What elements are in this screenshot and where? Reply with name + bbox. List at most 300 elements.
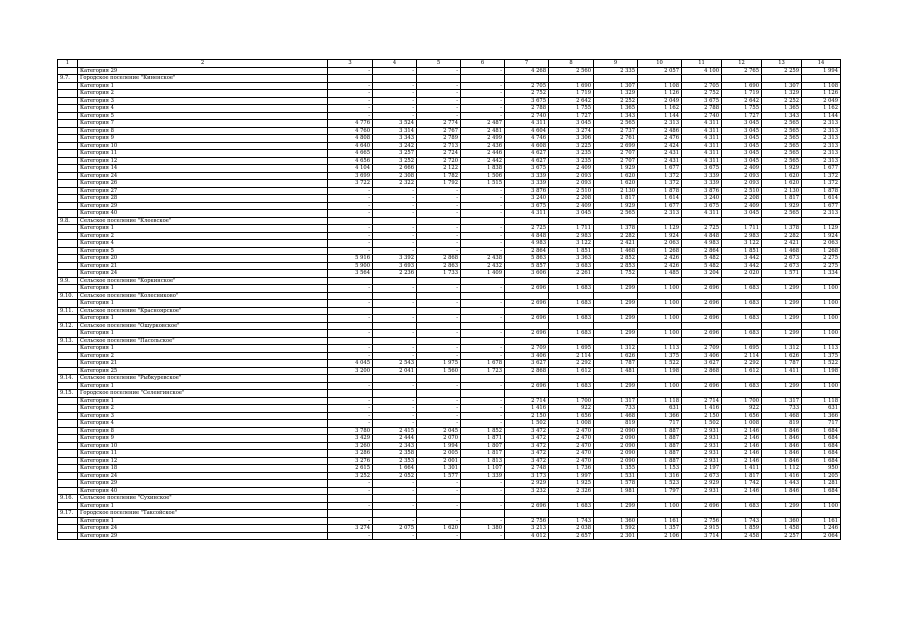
value-cell: 733 <box>594 405 638 413</box>
category-label: Категория 24 <box>78 525 328 533</box>
empty-cell <box>682 390 722 398</box>
value-cell: - <box>373 300 417 308</box>
value-cell: 1 656 <box>722 412 762 420</box>
value-cell: 2 275 <box>802 255 841 263</box>
value-cell: 2 767 <box>417 127 461 135</box>
value-cell: 3 675 <box>682 202 722 210</box>
empty-cell <box>505 307 549 315</box>
value-cell: 2 931 <box>682 435 722 443</box>
value-cell: - <box>461 487 505 495</box>
value-cell: 1 443 <box>762 480 802 488</box>
value-cell: 1 100 <box>802 382 841 390</box>
value-cell: - <box>328 405 373 413</box>
value-cell: 2 713 <box>417 142 461 150</box>
empty-cell <box>802 292 841 300</box>
value-cell: 1 468 <box>594 247 638 255</box>
value-cell: 1 817 <box>594 195 638 203</box>
value-cell: 4 045 <box>328 360 373 368</box>
value-cell: 1 008 <box>722 420 762 428</box>
row-index <box>58 472 78 480</box>
value-cell: 2 543 <box>373 360 417 368</box>
table-row <box>58 367 841 375</box>
table-row <box>58 450 841 458</box>
value-cell: 4 311 <box>682 127 722 135</box>
table-row <box>58 502 841 510</box>
value-cell: 2 282 <box>594 232 638 240</box>
value-cell: 1 851 <box>722 247 762 255</box>
value-cell: 1 683 <box>722 315 762 323</box>
value-cell: 1 817 <box>762 195 802 203</box>
value-cell: 2 093 <box>549 172 594 180</box>
value-cell: 2 313 <box>802 210 841 218</box>
value-cell: 922 <box>549 405 594 413</box>
value-cell: 2 470 <box>549 435 594 443</box>
value-cell: 2 499 <box>461 135 505 143</box>
value-cell: - <box>417 517 461 525</box>
header-cell: 9 <box>594 60 638 68</box>
value-cell: 1 656 <box>549 412 594 420</box>
empty-cell <box>682 322 722 330</box>
value-cell: 3 675 <box>505 202 549 210</box>
table-row <box>58 67 841 75</box>
value-cell: - <box>373 315 417 323</box>
section-row <box>58 495 841 503</box>
value-cell: 1 129 <box>638 225 682 233</box>
value-cell: 1 100 <box>638 330 682 338</box>
value-cell: 1 727 <box>722 112 762 120</box>
value-cell: 2 565 <box>762 127 802 135</box>
value-cell: 1 375 <box>638 352 682 360</box>
category-label: Категория 24 <box>78 270 328 278</box>
value-cell: 1 100 <box>638 315 682 323</box>
value-cell: 3 235 <box>549 157 594 165</box>
table-row <box>58 435 841 443</box>
value-cell: 1 316 <box>638 472 682 480</box>
row-index <box>58 367 78 375</box>
row-index <box>58 487 78 495</box>
empty-cell <box>722 322 762 330</box>
value-cell: 1 411 <box>722 465 762 473</box>
category-label: Категория 1 <box>78 382 328 390</box>
value-cell: 2 114 <box>722 352 762 360</box>
value-cell: 2 444 <box>373 435 417 443</box>
empty-cell <box>762 217 802 225</box>
value-cell: 2 057 <box>638 67 682 75</box>
value-cell: 1 792 <box>417 180 461 188</box>
value-cell: 1 684 <box>802 427 841 435</box>
value-cell: 1 887 <box>638 427 682 435</box>
category-label: Категория 27 <box>78 187 328 195</box>
value-cell: 1 817 <box>461 450 505 458</box>
value-cell: 1 743 <box>549 517 594 525</box>
row-index <box>58 285 78 293</box>
table-row <box>58 195 841 203</box>
section-index: 9.11. <box>58 307 78 315</box>
value-cell: 2 699 <box>594 142 638 150</box>
value-cell: 2 565 <box>762 120 802 128</box>
value-cell: 1 523 <box>638 480 682 488</box>
value-cell: 2 868 <box>682 367 722 375</box>
value-cell: 2 864 <box>505 247 549 255</box>
row-index <box>58 300 78 308</box>
value-cell: 1 522 <box>802 360 841 368</box>
value-cell: 1 301 <box>417 465 461 473</box>
empty-cell <box>722 75 762 83</box>
empty-cell <box>373 510 417 518</box>
value-cell: 1 614 <box>638 195 682 203</box>
value-cell: 1 683 <box>549 382 594 390</box>
value-cell: 2 868 <box>417 255 461 263</box>
value-cell: 1 339 <box>461 472 505 480</box>
empty-cell <box>802 307 841 315</box>
empty-cell <box>722 307 762 315</box>
value-cell: 2 696 <box>682 330 722 338</box>
empty-cell <box>594 510 638 518</box>
value-cell: 4 012 <box>505 532 549 540</box>
value-cell: 4 808 <box>328 135 373 143</box>
table-row <box>58 255 841 263</box>
value-cell: 1 531 <box>594 472 638 480</box>
value-cell: 4 311 <box>505 210 549 218</box>
value-cell: 2 565 <box>762 150 802 158</box>
value-cell: 3 714 <box>682 532 722 540</box>
value-cell: 1 859 <box>722 525 762 533</box>
value-cell: 1 683 <box>722 285 762 293</box>
value-cell: 2 470 <box>549 427 594 435</box>
value-cell: - <box>328 352 373 360</box>
category-label: Категория 40 <box>78 487 328 495</box>
header-cell: 6 <box>461 60 505 68</box>
empty-cell <box>461 292 505 300</box>
value-cell: 1 664 <box>373 465 417 473</box>
row-index <box>58 397 78 405</box>
row-index <box>58 382 78 390</box>
value-cell: 2 560 <box>549 67 594 75</box>
value-cell: 2 931 <box>682 487 722 495</box>
row-index <box>58 352 78 360</box>
value-cell: 2 313 <box>802 142 841 150</box>
value-cell: 1 924 <box>802 232 841 240</box>
empty-cell <box>594 322 638 330</box>
row-index <box>58 187 78 195</box>
value-cell: - <box>461 405 505 413</box>
value-cell: - <box>328 187 373 195</box>
value-cell: 3 472 <box>505 435 549 443</box>
empty-cell <box>373 390 417 398</box>
value-cell: 1 677 <box>638 202 682 210</box>
value-cell: 1 366 <box>802 412 841 420</box>
table-row <box>58 397 841 405</box>
table-row <box>58 247 841 255</box>
value-cell: 2 476 <box>638 135 682 143</box>
value-cell: 1 620 <box>762 180 802 188</box>
value-cell: 1 468 <box>762 412 802 420</box>
value-cell: 2 931 <box>682 442 722 450</box>
value-cell: - <box>373 405 417 413</box>
row-index <box>58 330 78 338</box>
value-cell: 3 442 <box>722 255 762 263</box>
value-cell: - <box>328 202 373 210</box>
category-label: Категория 29 <box>78 532 328 540</box>
value-cell: 2 696 <box>505 300 549 308</box>
header-cell: 2 <box>78 60 328 68</box>
value-cell: 1 994 <box>802 67 841 75</box>
value-cell: 2 642 <box>549 97 594 105</box>
value-cell: 717 <box>638 420 682 428</box>
value-cell: - <box>461 397 505 405</box>
value-cell: 5 482 <box>682 255 722 263</box>
category-label: Категория 2 <box>78 232 328 240</box>
value-cell: 3 472 <box>505 450 549 458</box>
value-cell: 2 705 <box>505 82 549 90</box>
value-cell: - <box>461 210 505 218</box>
value-cell: 1 299 <box>762 330 802 338</box>
value-cell: 2 409 <box>549 202 594 210</box>
value-cell: 1 723 <box>461 367 505 375</box>
empty-cell <box>802 277 841 285</box>
empty-cell <box>461 495 505 503</box>
table-row <box>58 105 841 113</box>
value-cell: - <box>461 330 505 338</box>
value-cell: 3 173 <box>505 472 549 480</box>
value-cell: 2 565 <box>762 157 802 165</box>
value-cell: 2 421 <box>762 240 802 248</box>
header-cell: 5 <box>417 60 461 68</box>
value-cell: 2 093 <box>722 172 762 180</box>
value-cell: 2 929 <box>505 480 549 488</box>
value-cell: 2 615 <box>328 465 373 473</box>
table-row <box>58 330 841 338</box>
value-cell: 2 313 <box>638 210 682 218</box>
empty-cell <box>549 322 594 330</box>
value-cell: - <box>328 90 373 98</box>
empty-cell <box>417 495 461 503</box>
value-cell: 2 090 <box>594 427 638 435</box>
value-cell: - <box>461 187 505 195</box>
table-row <box>58 405 841 413</box>
value-cell: 4 983 <box>505 240 549 248</box>
empty-cell <box>417 277 461 285</box>
table-row <box>58 382 841 390</box>
value-cell: 2 313 <box>802 157 841 165</box>
value-cell: 1 571 <box>762 270 802 278</box>
value-cell: 950 <box>802 465 841 473</box>
empty-cell <box>373 75 417 83</box>
empty-cell <box>417 322 461 330</box>
value-cell: 2 470 <box>549 450 594 458</box>
value-cell: 1 108 <box>802 82 841 90</box>
value-cell: 1 100 <box>802 502 841 510</box>
value-cell: 1 925 <box>549 480 594 488</box>
value-cell: 922 <box>722 405 762 413</box>
row-index <box>58 240 78 248</box>
value-cell: 2 788 <box>682 105 722 113</box>
table-row <box>58 150 841 158</box>
value-cell: 3 204 <box>682 270 722 278</box>
table-row <box>58 300 841 308</box>
value-cell: 3 242 <box>373 142 417 150</box>
value-cell: - <box>417 405 461 413</box>
value-cell: 1 299 <box>594 285 638 293</box>
value-cell: - <box>461 345 505 353</box>
value-cell: - <box>328 397 373 405</box>
category-label: Категория 2 <box>78 90 328 98</box>
value-cell: 1 560 <box>417 367 461 375</box>
value-cell: 3 045 <box>549 210 594 218</box>
value-cell: 1 695 <box>722 345 762 353</box>
value-cell: 3 693 <box>373 262 417 270</box>
row-index <box>58 315 78 323</box>
value-cell: 1 299 <box>594 315 638 323</box>
value-cell: 3 343 <box>373 135 417 143</box>
empty-cell <box>722 495 762 503</box>
empty-cell <box>802 390 841 398</box>
value-cell: 1 807 <box>461 442 505 450</box>
empty-cell <box>682 75 722 83</box>
value-cell: 2 052 <box>373 472 417 480</box>
value-cell: 2 446 <box>461 150 505 158</box>
value-cell: 3 606 <box>505 270 549 278</box>
value-cell: 1 360 <box>762 517 802 525</box>
table-row <box>58 157 841 165</box>
value-cell: 1 683 <box>549 300 594 308</box>
empty-cell <box>682 292 722 300</box>
value-cell: - <box>417 352 461 360</box>
table-row <box>58 517 841 525</box>
value-cell: 3 122 <box>722 240 762 248</box>
value-cell: 1 851 <box>549 247 594 255</box>
value-cell: - <box>373 487 417 495</box>
value-cell: 2 005 <box>417 450 461 458</box>
value-cell: 1 620 <box>762 172 802 180</box>
value-cell: 1 683 <box>722 300 762 308</box>
value-cell: 3 274 <box>549 127 594 135</box>
value-cell: 2 090 <box>594 457 638 465</box>
category-label: Категория 10 <box>78 442 328 450</box>
value-cell: - <box>373 480 417 488</box>
value-cell: 1 752 <box>594 270 638 278</box>
value-cell: 733 <box>762 405 802 413</box>
value-cell: 2 292 <box>549 360 594 368</box>
value-cell: 3 876 <box>682 187 722 195</box>
value-cell: 1 161 <box>638 517 682 525</box>
value-cell: 3 780 <box>328 427 373 435</box>
value-cell: 2 075 <box>373 525 417 533</box>
value-cell: - <box>328 67 373 75</box>
header-cell: 1 <box>58 60 78 68</box>
value-cell: 2 122 <box>417 165 461 173</box>
empty-cell <box>638 292 682 300</box>
value-cell: - <box>417 225 461 233</box>
value-cell: 1 742 <box>722 480 762 488</box>
table-row <box>58 457 841 465</box>
category-label: Категория 2 <box>78 405 328 413</box>
value-cell: - <box>328 382 373 390</box>
value-cell: - <box>328 240 373 248</box>
value-cell: 2 252 <box>762 97 802 105</box>
section-row <box>58 337 841 345</box>
value-cell: 1 299 <box>594 330 638 338</box>
section-title: Сельское поселение "Коркинское" <box>78 277 328 285</box>
value-cell: 1 522 <box>638 360 682 368</box>
value-cell: 4 665 <box>328 150 373 158</box>
category-label: Категория 1 <box>78 225 328 233</box>
empty-cell <box>722 390 762 398</box>
section-row <box>58 277 841 285</box>
category-label: Категория 29 <box>78 480 328 488</box>
empty-cell <box>328 322 373 330</box>
value-cell: 1 378 <box>762 225 802 233</box>
value-cell: - <box>461 225 505 233</box>
value-cell: 1 614 <box>802 195 841 203</box>
value-cell: - <box>373 187 417 195</box>
section-index: 9.15. <box>58 390 78 398</box>
value-cell: - <box>373 502 417 510</box>
category-label: Категория 2 <box>78 352 328 360</box>
value-cell: 3 045 <box>549 120 594 128</box>
row-index <box>58 480 78 488</box>
value-cell: 2 438 <box>461 255 505 263</box>
table-row <box>58 315 841 323</box>
value-cell: 3 045 <box>722 210 762 218</box>
value-cell: 1 997 <box>549 472 594 480</box>
category-label: Категория 12 <box>78 457 328 465</box>
value-cell: 1 161 <box>802 517 841 525</box>
value-cell: 1 334 <box>802 270 841 278</box>
empty-cell <box>328 337 373 345</box>
value-cell: - <box>328 82 373 90</box>
value-cell: 1 416 <box>505 405 549 413</box>
row-index <box>58 135 78 143</box>
table-row <box>58 225 841 233</box>
section-index: 9.10. <box>58 292 78 300</box>
value-cell: 1 846 <box>762 435 802 443</box>
empty-cell <box>549 277 594 285</box>
category-label: Категория 11 <box>78 150 328 158</box>
value-cell: - <box>461 90 505 98</box>
row-index <box>58 517 78 525</box>
value-cell: 4 627 <box>505 157 549 165</box>
value-cell: 1 198 <box>802 367 841 375</box>
value-cell: 2 442 <box>461 157 505 165</box>
value-cell: 2 673 <box>762 255 802 263</box>
value-cell: 3 429 <box>328 435 373 443</box>
empty-cell <box>802 217 841 225</box>
section-title: Сельское поселение "Красноярское" <box>78 307 328 315</box>
value-cell: 1 355 <box>594 465 638 473</box>
value-cell: 1 100 <box>802 315 841 323</box>
value-cell: - <box>373 67 417 75</box>
value-cell: 2 090 <box>594 450 638 458</box>
value-cell: 1 378 <box>594 225 638 233</box>
empty-cell <box>328 307 373 315</box>
value-cell: 3 232 <box>505 487 549 495</box>
value-cell: - <box>461 240 505 248</box>
value-cell: - <box>417 420 461 428</box>
header-cell: 8 <box>549 60 594 68</box>
value-cell: 2 431 <box>638 157 682 165</box>
value-cell: 3 045 <box>722 150 762 158</box>
empty-cell <box>722 292 762 300</box>
row-index <box>58 172 78 180</box>
value-cell: - <box>461 202 505 210</box>
value-cell: 3 675 <box>505 165 549 173</box>
section-index: 9.7. <box>58 75 78 83</box>
value-cell: 2 929 <box>682 480 722 488</box>
value-cell: 2 696 <box>682 300 722 308</box>
value-cell: 2 343 <box>373 442 417 450</box>
empty-cell <box>638 75 682 83</box>
